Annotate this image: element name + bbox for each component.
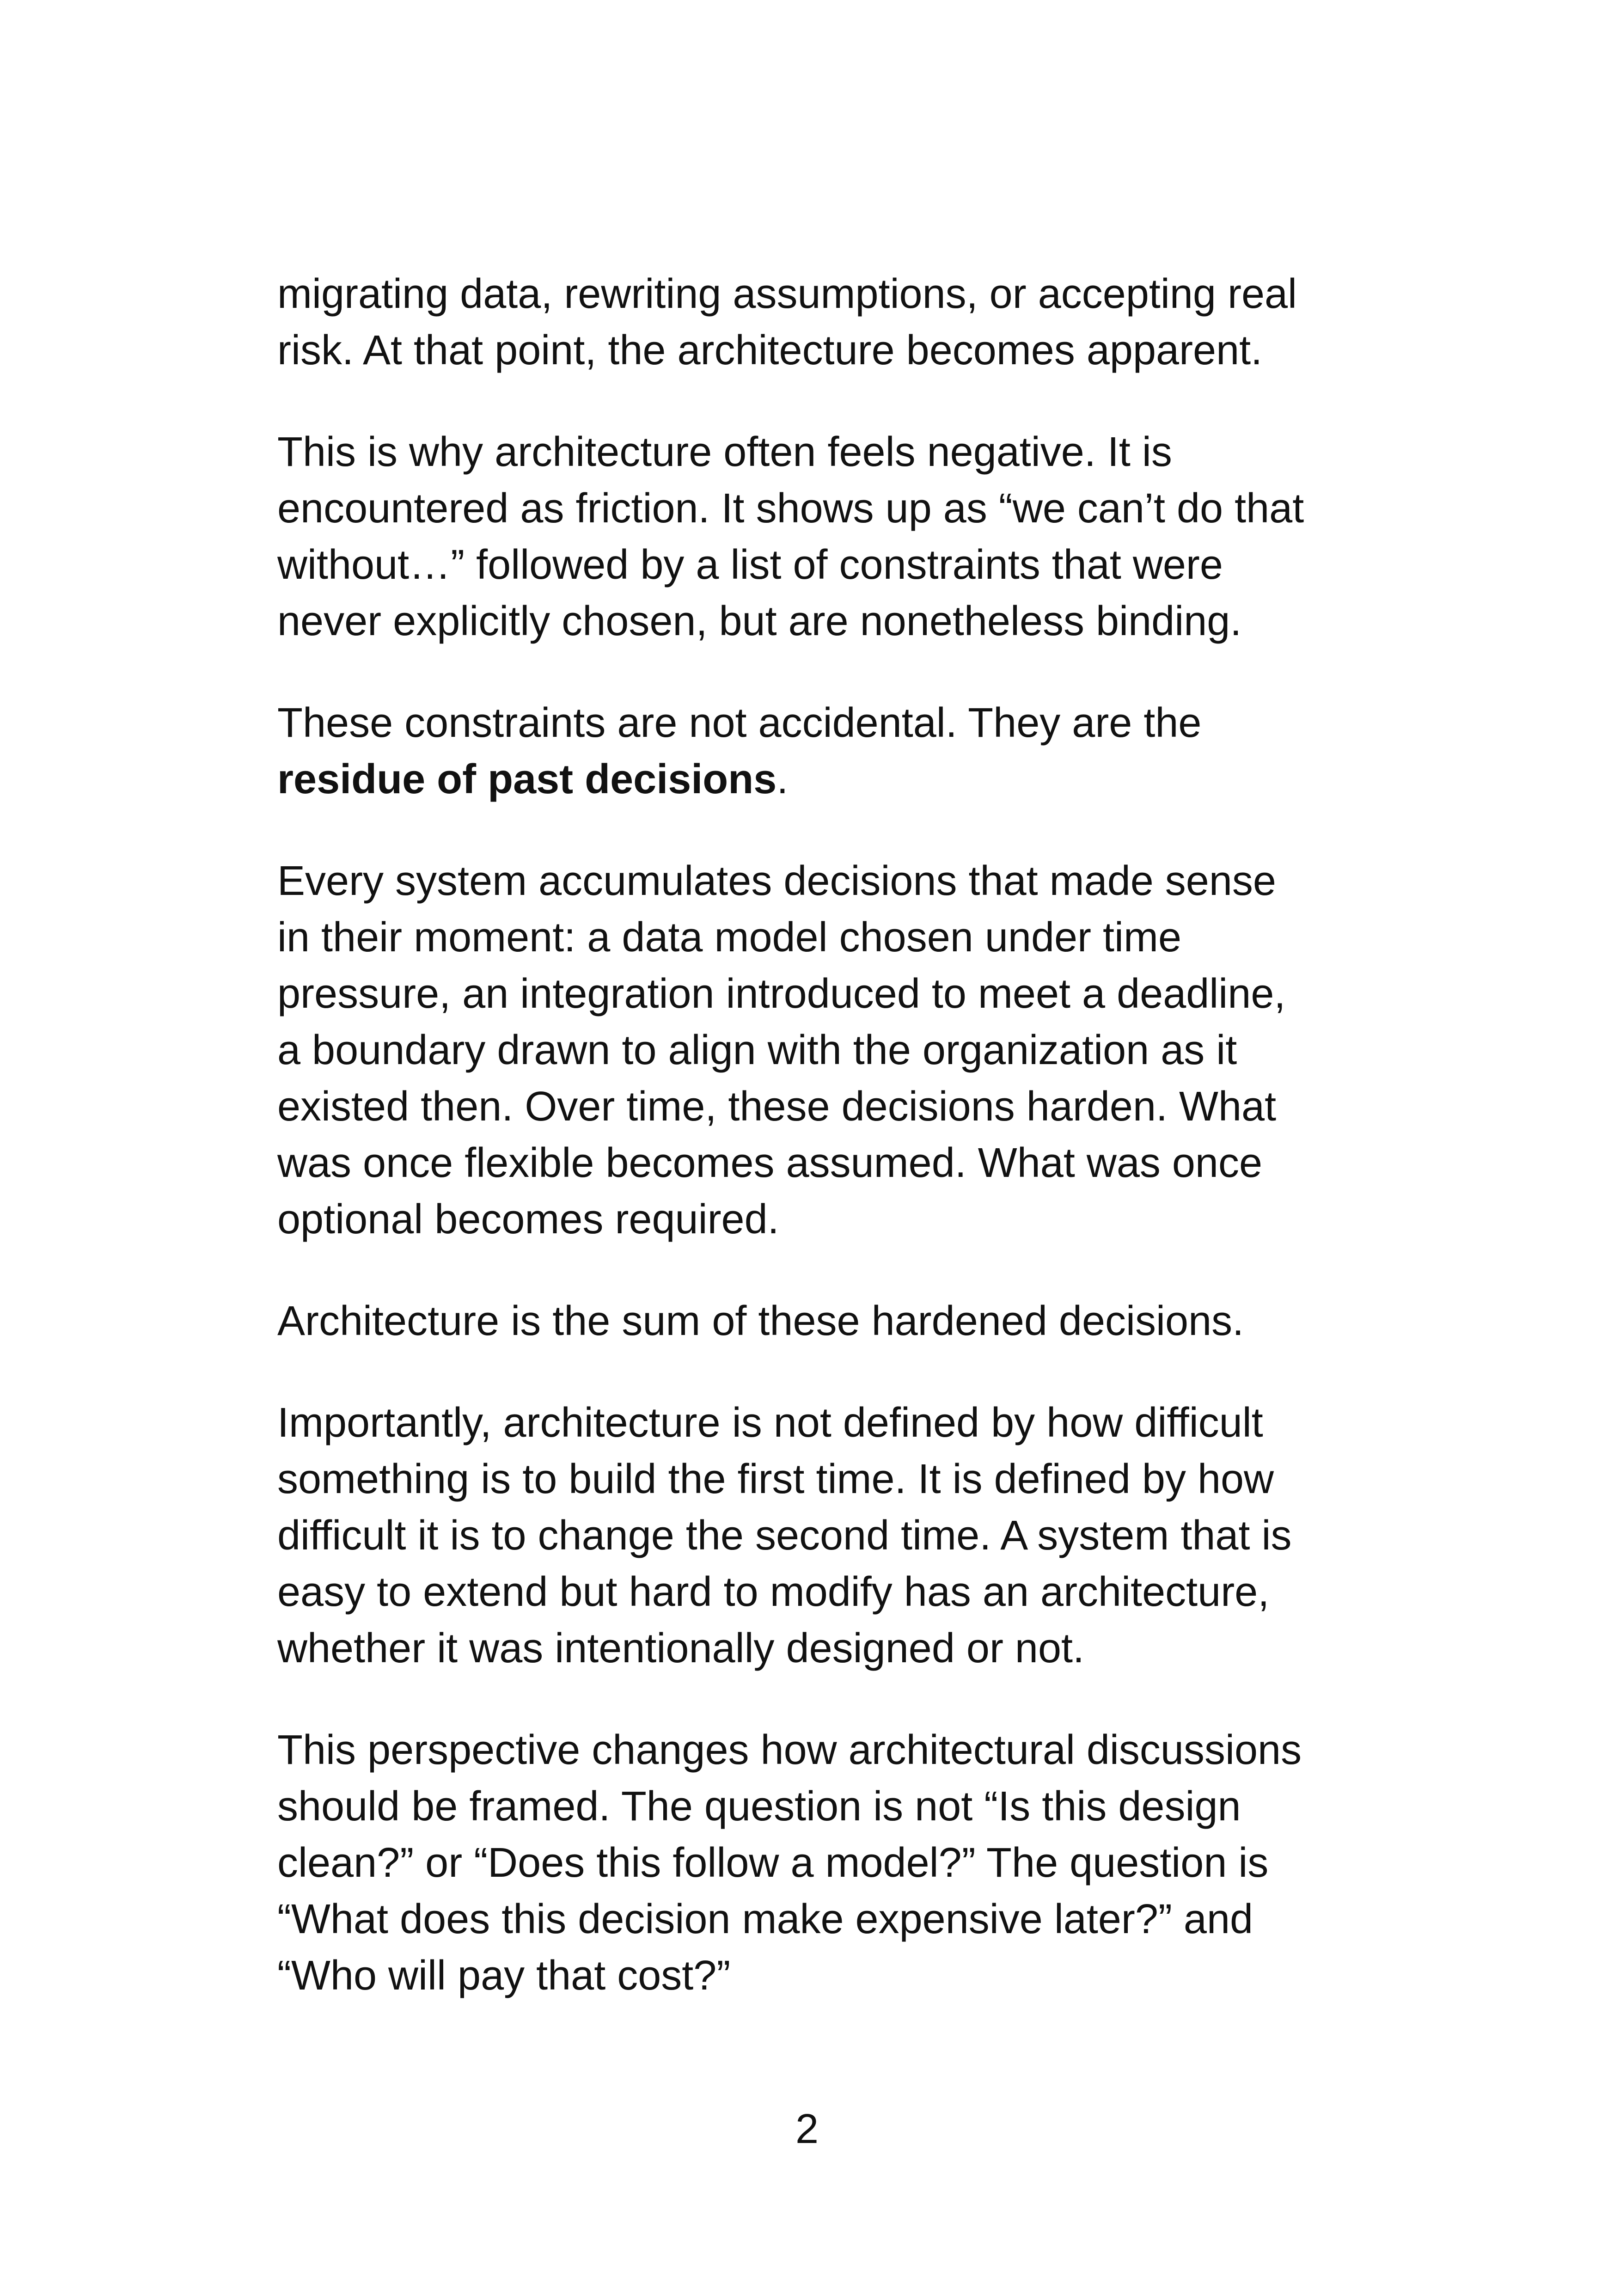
body-text (277, 266, 1345, 2004)
paragraph-3-lead: These constraints are not accidental. They are the (277, 700, 1202, 746)
paragraph-4: Every system accumulates decisions that made sense in their moment: a data model chosen under time pressure, an integration introduced to meet a deadline, a boundary drawn to align with the organization as it existed then. Over time, these decisions harden. What was once flexible becomes assumed. What was once optional becomes required. (277, 858, 1286, 1243)
paragraph-2: This is why architecture often feels negative. It is encountered as friction. It shows up as “we can’t do that without…” followed by a list of constraints that were never explicitly chosen, but are nonetheless binding. (277, 429, 1304, 644)
paragraph-1: migrating data, rewriting assumptions, or accepting real risk. At that point, the architecture becomes apparent. (277, 271, 1297, 373)
page-number: 2 (795, 2106, 819, 2152)
paragraph-3-end: . (776, 756, 789, 802)
bold-phrase: residue of past decisions (277, 756, 777, 802)
paragraph-5: Architecture is the sum of these hardened decisions. (277, 1298, 1244, 1344)
paragraph-3 (277, 695, 1345, 808)
paragraph-6: Importantly, architecture is not defined by how difficult something is to build the first time. It is defined by how difficult it is to change the second time. A system that is easy to extend but hard to modify has an architecture, whether it was intentionally designed or not. (277, 1400, 1292, 1671)
paragraph-7: This perspective changes how architectural discussions should be framed. The question is not “Is this design clean?” or “Does this follow a model?” The question is “What does this decision make expensive later?” and “Who will pay that cost?” (277, 1727, 1302, 1999)
